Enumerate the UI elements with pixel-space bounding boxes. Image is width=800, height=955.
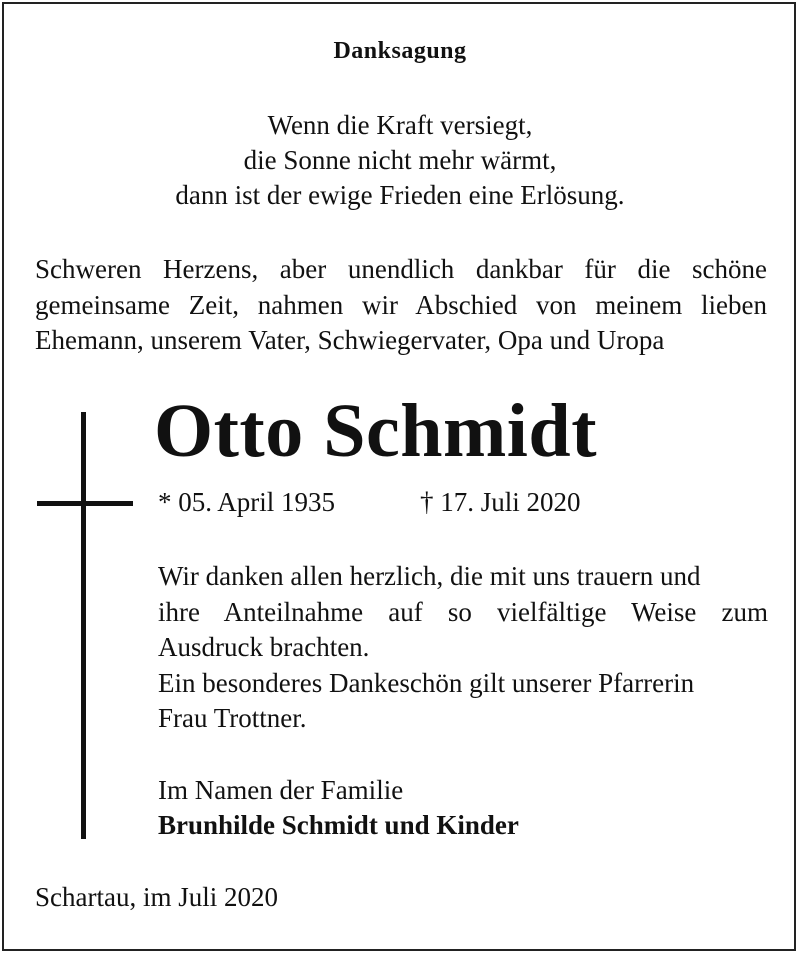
intro-text (35, 252, 767, 359)
poem (0, 108, 800, 213)
thanks-line: Ausdruck brachten. (158, 632, 370, 662)
birth-date: * 05. April 1935 (158, 487, 336, 517)
intro-line: Ehemann, unserem Vater, Schwiegervater, Opa und Uropa (35, 325, 665, 355)
thanks-line: Frau Trottner. (158, 703, 307, 733)
death-date: † 17. Juli 2020 (420, 487, 581, 517)
thanks-line: Wir danken allen herzlich, die mit uns trauern und (158, 561, 701, 591)
notice-heading: Danksagung (333, 38, 467, 64)
thanks-line: Ein besonderes Dankeschön gilt unserer Pfarrerin (158, 667, 695, 698)
cross-icon (81, 412, 86, 839)
intro-line: Schweren Herzens, aber unendlich dankbar für die schöne (35, 254, 767, 284)
intro-line: gemeinsame Zeit, nahmen wir Abschied von meinem lieben (35, 289, 767, 320)
deceased-name: Otto Schmidt (154, 389, 597, 473)
thanks-line: ihre Anteilnahme auf so vielfältige Weise zum (158, 596, 768, 627)
poem-line: die Sonne nicht mehr wärmt, (243, 145, 557, 175)
place-date: Schartau, im Juli 2020 (35, 882, 278, 912)
cross-icon-bar (37, 501, 133, 506)
family-label: Im Namen der Familie (158, 775, 404, 805)
poem-line: Wenn die Kraft versiegt, (267, 110, 533, 140)
poem-line: dann ist der ewige Frieden eine Erlösung. (175, 180, 625, 210)
family-names: Brunhilde Schmidt und Kinder (158, 810, 519, 840)
thanks-text (158, 559, 768, 737)
